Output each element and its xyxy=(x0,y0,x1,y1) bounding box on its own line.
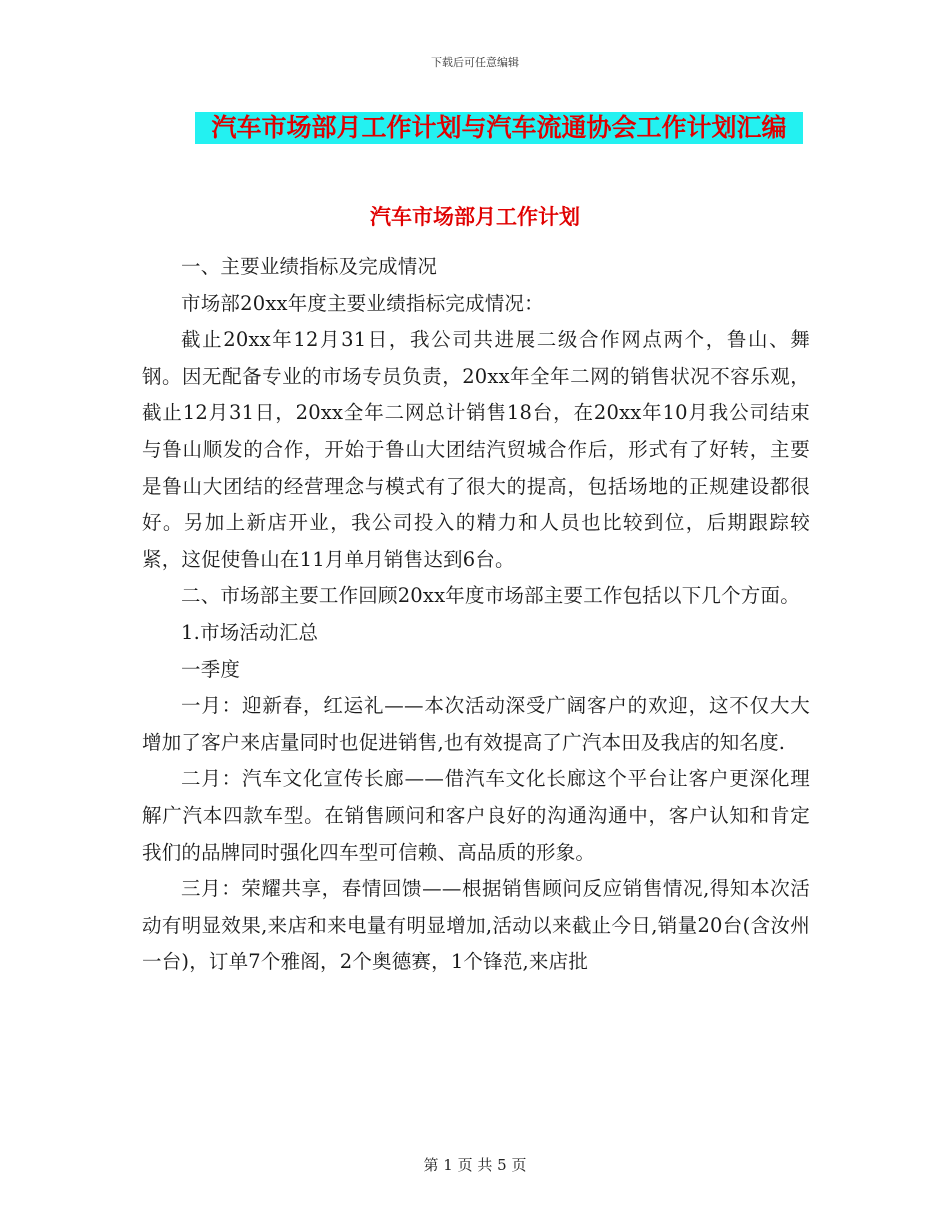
document-title: 汽车市场部月工作计划与汽车流通协会工作计划汇编 xyxy=(195,112,803,144)
paragraph: 截止20xx年12月31日，我公司共进展二级合作网点两个，鲁山、舞钢。因无配备专业的市场专员负责，20xx年全年二网的销售状况不容乐观，截止12月31日，20xx全年二网总计销售18台，在20xx年10月我公司结束与鲁山顺发的合作，开始于鲁山大团结汽贸城合作后，形式有了好转，主要是鲁山大团结的经营理念与模式有了很大的提高，包括场地的正规建设都很好。另加上新店开业，我公司投入的精力和人员也比较到位，后期跟踪较紧，这促使鲁山在11月单月销售达到6台。 xyxy=(142,328,810,571)
paragraph: 市场部20xx年度主要业绩指标完成情况： xyxy=(181,291,544,315)
paragraph: 二月：汽车文化宣传长廊——借汽车文化长廊这个平台让客户更深化理解广汽本四款车型。在销售顾问和客户良好的沟通沟通中，客户认知和肯定我们的品牌同时强化四车型可信赖、高品质的形象。 xyxy=(142,767,810,864)
paragraph: 一、主要业绩指标及完成情况 xyxy=(181,255,438,278)
paragraph: 三月：荣耀共享，春情回馈——根据销售顾问反应销售情况,得知本次活动有明显效果,来店和来电量有明显增加,活动以来截止今日,销量20台(含汝州一台)，订单7个雅阁，2个奥德赛，1个锋范,来店批 xyxy=(142,877,810,974)
paragraph: 1.市场活动汇总 xyxy=(181,620,319,644)
page-footer: 第 1 页 共 5 页 xyxy=(423,1156,527,1174)
paragraph: 一月：迎新春，红运礼——本次活动深受广阔客户的欢迎，这不仅大大增加了客户来店量同时也促进销售,也有效提高了广汽本田及我店的知名度. xyxy=(142,694,810,754)
header-note: 下载后可任意编辑 xyxy=(431,56,519,69)
section-title: 汽车市场部月工作计划 xyxy=(370,204,580,229)
document-body xyxy=(142,249,810,981)
paragraph: 二、市场部主要工作回顾20xx年度市场部主要工作包括以下几个方面。 xyxy=(181,584,800,608)
paragraph: 一季度 xyxy=(181,657,241,681)
